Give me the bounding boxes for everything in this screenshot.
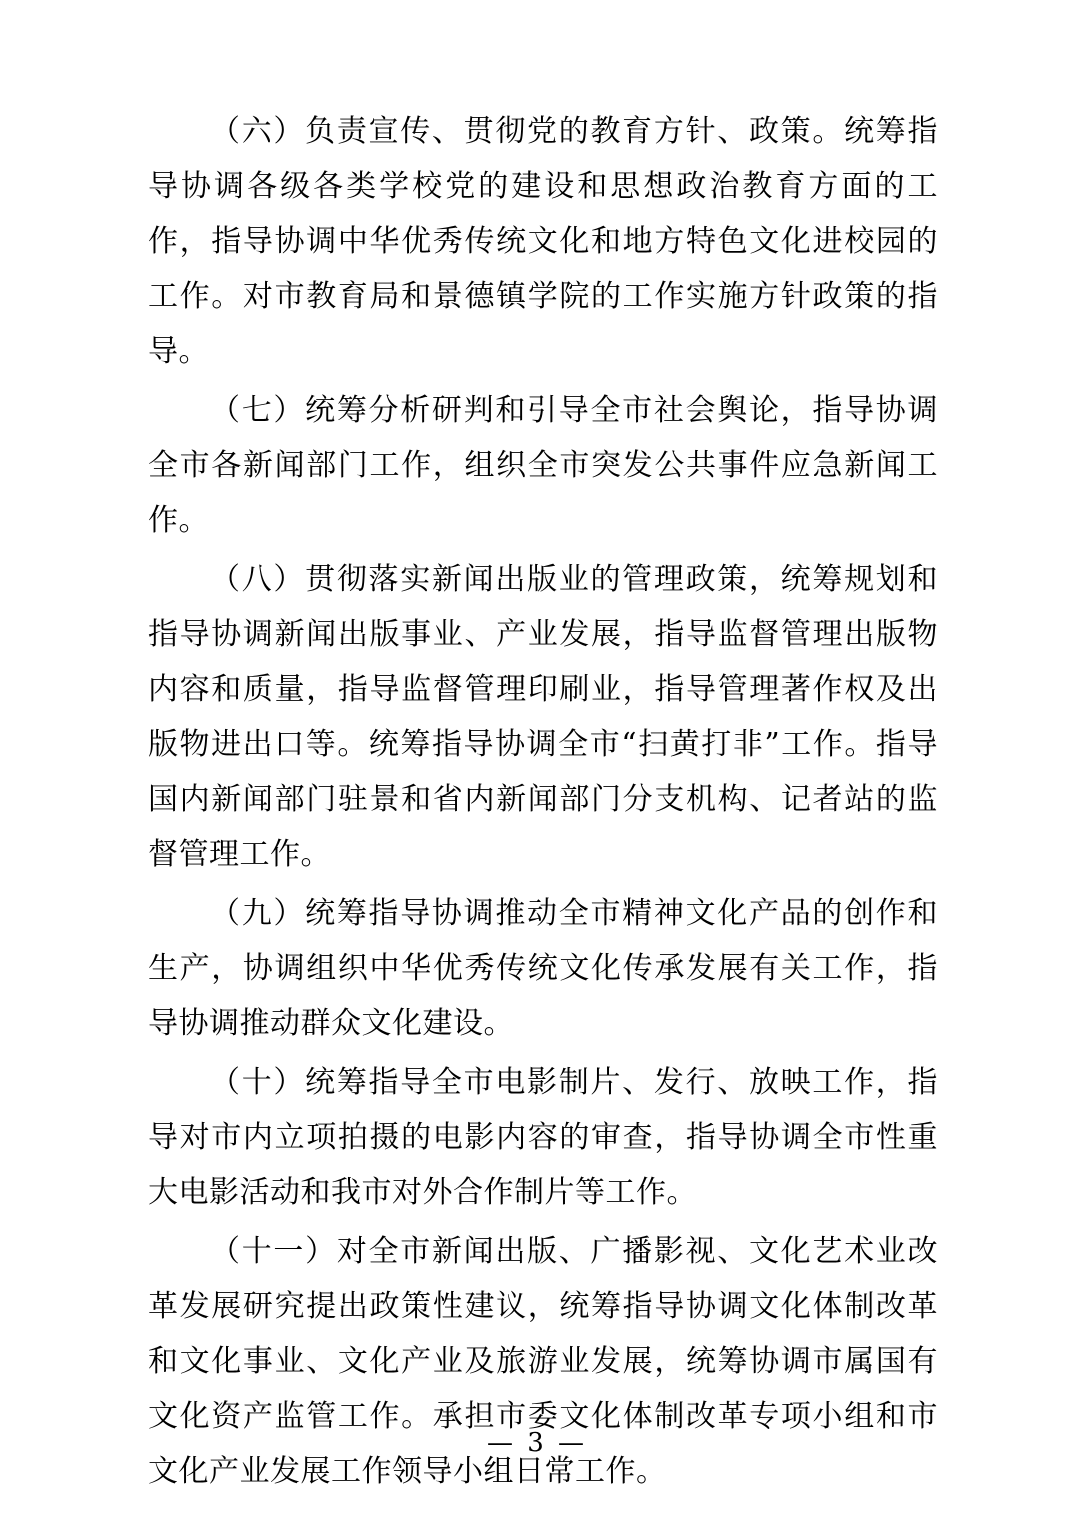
paragraph: （十一）对全市新闻出版、广播影视、文化艺术业改革发展研究提出政策性建议，统筹指导协调文化体制改革和文化事业、文化产业及旅游业发展，统筹协调市属国有文化资产监管工作。承担市委文化体制改革专项小组和市文化产业发展工作领导小组日常工作。 (148, 1234, 938, 1489)
paragraph: （九）统筹指导协调推动全市精神文化产品的创作和生产，协调组织中华优秀传统文化传承发展有关工作，指导协调推动群众文化建设。 (148, 896, 938, 1041)
document-body (148, 104, 938, 1499)
paragraph: （八）贯彻落实新闻出版业的管理政策，统筹规划和指导协调新闻出版事业、产业发展，指导监督管理出版物内容和质量，指导监督管理印刷业，指导管理著作权及出版物进出口等。统筹指导协调全市“扫黄打非”工作。指导国内新闻部门驻景和省内新闻部门分支机构、记者站的监督管理工作。 (148, 562, 938, 872)
paragraph: （七）统筹分析研判和引导全市社会舆论，指导协调全市各新闻部门工作，组织全市突发公共事件应急新闻工作。 (148, 393, 938, 538)
page-number: — 3 — (486, 1428, 588, 1458)
paragraph: （六）负责宣传、贯彻党的教育方针、政策。统筹指导协调各级各类学校党的建设和思想政治教育方面的工作，指导协调中华优秀传统文化和地方特色文化进校园的工作。对市教育局和景德镇学院的工作实施方针政策的指导。 (148, 114, 938, 369)
paragraph: （十）统筹指导全市电影制片、发行、放映工作，指导对市内立项拍摄的电影内容的审查，指导协调全市性重大电影活动和我市对外合作制片等工作。 (148, 1065, 938, 1210)
